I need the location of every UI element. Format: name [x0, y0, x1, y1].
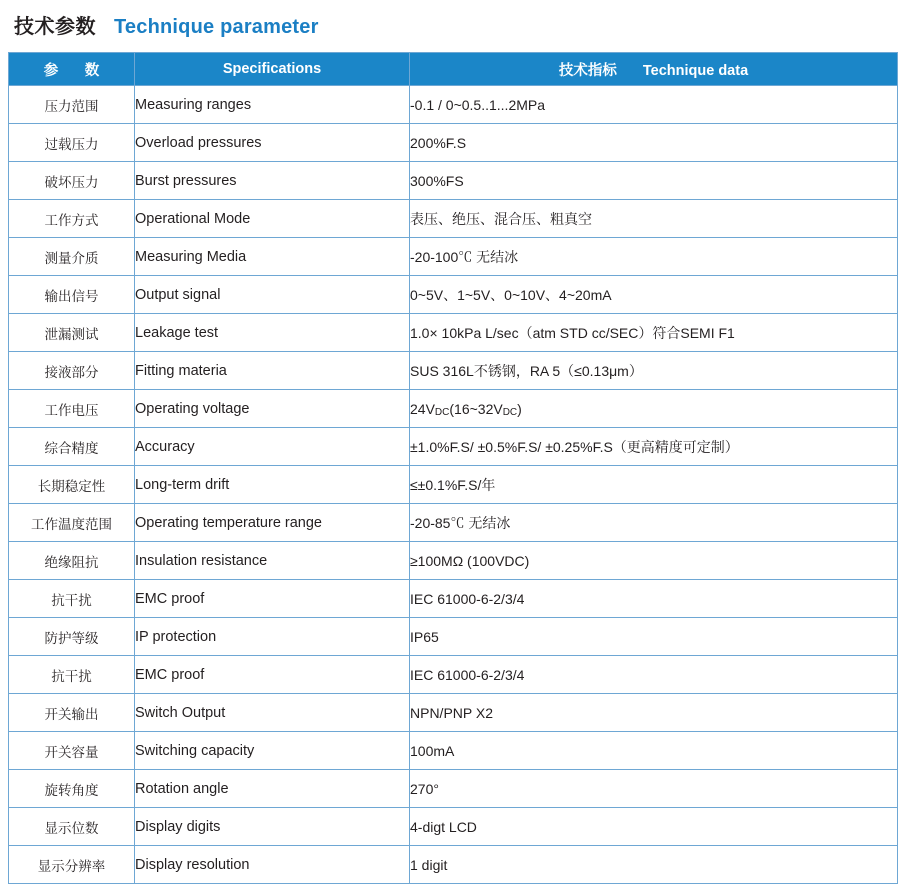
- cell-parameter-cn: 破坏压力: [9, 162, 135, 200]
- cell-technique-data: IEC 61000-6-2/3/4: [410, 580, 898, 618]
- cell-specification: Rotation angle: [135, 770, 410, 808]
- cell-technique-data: NPN/PNP X2: [410, 694, 898, 732]
- cell-specification: EMC proof: [135, 580, 410, 618]
- cell-specification: Insulation resistance: [135, 542, 410, 580]
- cell-technique-data: 270°: [410, 770, 898, 808]
- table-row: [9, 428, 898, 466]
- cell-parameter-cn: 绝缘阻抗: [9, 542, 135, 580]
- table-header: [9, 53, 898, 86]
- cell-specification: Switch Output: [135, 694, 410, 732]
- cell-specification: Fitting materia: [135, 352, 410, 390]
- cell-specification: IP protection: [135, 618, 410, 656]
- cell-specification: Operating temperature range: [135, 504, 410, 542]
- cell-parameter-cn: 抗干扰: [9, 656, 135, 694]
- cell-technique-data: 300%FS: [410, 162, 898, 200]
- cell-specification: Output signal: [135, 276, 410, 314]
- cell-specification: Display resolution: [135, 846, 410, 884]
- cell-parameter-cn: 抗干扰: [9, 580, 135, 618]
- table-row: [9, 732, 898, 770]
- table-row: [9, 314, 898, 352]
- cell-parameter-cn: 显示分辨率: [9, 846, 135, 884]
- cell-specification: Long-term drift: [135, 466, 410, 504]
- table-row: [9, 200, 898, 238]
- cell-parameter-cn: 输出信号: [9, 276, 135, 314]
- cell-specification: Operating voltage: [135, 390, 410, 428]
- column-header-technique-data-en: Technique data: [642, 62, 749, 79]
- cell-technique-data: 200%F.S: [410, 124, 898, 162]
- cell-technique-data: ±1.0%F.S/ ±0.5%F.S/ ±0.25%F.S（更高精度可定制）: [410, 428, 898, 466]
- table-header-row: [9, 53, 898, 86]
- table-row: [9, 162, 898, 200]
- cell-parameter-cn: 开关容量: [9, 732, 135, 770]
- column-header-technique-data: [410, 53, 898, 86]
- column-header-technique-data-cn: 技术指标: [558, 62, 617, 79]
- cell-technique-data: 0~5V、1~5V、0~10V、4~20mA: [410, 276, 898, 314]
- cell-parameter-cn: 测量介质: [9, 238, 135, 276]
- cell-specification: Switching capacity: [135, 732, 410, 770]
- cell-technique-data: IEC 61000-6-2/3/4: [410, 656, 898, 694]
- table-row: [9, 542, 898, 580]
- column-header-parameter: 参 数: [9, 53, 135, 86]
- cell-parameter-cn: 长期稳定性: [9, 466, 135, 504]
- page-title-en: Technique parameter: [114, 16, 319, 38]
- cell-technique-data: 4-digt LCD: [410, 808, 898, 846]
- table-body: [9, 86, 898, 884]
- cell-specification: Burst pressures: [135, 162, 410, 200]
- cell-specification: Accuracy: [135, 428, 410, 466]
- cell-technique-data: 表压、绝压、混合压、粗真空: [410, 200, 898, 238]
- table-row: [9, 86, 898, 124]
- cell-parameter-cn: 工作温度范围: [9, 504, 135, 542]
- cell-parameter-cn: 泄漏测试: [9, 314, 135, 352]
- cell-technique-data: -0.1 / 0~0.5..1...2MPa: [410, 86, 898, 124]
- table-row: [9, 846, 898, 884]
- technique-parameter-table: [8, 52, 898, 884]
- cell-specification: Operational Mode: [135, 200, 410, 238]
- cell-technique-data: SUS 316L不锈钢，RA 5（≤0.13μm）: [410, 352, 898, 390]
- cell-technique-data: IP65: [410, 618, 898, 656]
- cell-parameter-cn: 旋转角度: [9, 770, 135, 808]
- cell-specification: Measuring ranges: [135, 86, 410, 124]
- table-row: [9, 808, 898, 846]
- cell-parameter-cn: 过载压力: [9, 124, 135, 162]
- cell-specification: EMC proof: [135, 656, 410, 694]
- table-row: [9, 618, 898, 656]
- table-row: [9, 352, 898, 390]
- cell-technique-data: 100mA: [410, 732, 898, 770]
- cell-parameter-cn: 压力范围: [9, 86, 135, 124]
- table-row: [9, 466, 898, 504]
- cell-technique-data: 1.0× 10kPa L/sec（atm STD cc/SEC）符合SEMI F1: [410, 314, 898, 352]
- table-row: [9, 390, 898, 428]
- cell-technique-data: 1 digit: [410, 846, 898, 884]
- cell-parameter-cn: 接液部分: [9, 352, 135, 390]
- table-row: [9, 238, 898, 276]
- cell-technique-data: -20-100℃ 无结冰: [410, 238, 898, 276]
- cell-technique-data: ≥100MΩ (100VDC): [410, 542, 898, 580]
- cell-specification: Overload pressures: [135, 124, 410, 162]
- cell-parameter-cn: 工作电压: [9, 390, 135, 428]
- cell-technique-data: 24VDC(16~32VDC): [410, 390, 898, 428]
- cell-parameter-cn: 防护等级: [9, 618, 135, 656]
- table-row: [9, 694, 898, 732]
- cell-parameter-cn: 显示位数: [9, 808, 135, 846]
- column-header-specifications: Specifications: [135, 53, 410, 86]
- cell-specification: Measuring Media: [135, 238, 410, 276]
- cell-parameter-cn: 工作方式: [9, 200, 135, 238]
- table-row: [9, 770, 898, 808]
- page-title-cn: 技术参数: [14, 16, 96, 38]
- cell-specification: Display digits: [135, 808, 410, 846]
- cell-specification: Leakage test: [135, 314, 410, 352]
- table-row: [9, 504, 898, 542]
- table-row: [9, 124, 898, 162]
- cell-parameter-cn: 开关输出: [9, 694, 135, 732]
- cell-parameter-cn: 综合精度: [9, 428, 135, 466]
- table-row: [9, 580, 898, 618]
- table-row: [9, 656, 898, 694]
- table-row: [9, 276, 898, 314]
- page-title: [8, 10, 897, 52]
- cell-technique-data: -20-85℃ 无结冰: [410, 504, 898, 542]
- cell-technique-data: ≤±0.1%F.S/年: [410, 466, 898, 504]
